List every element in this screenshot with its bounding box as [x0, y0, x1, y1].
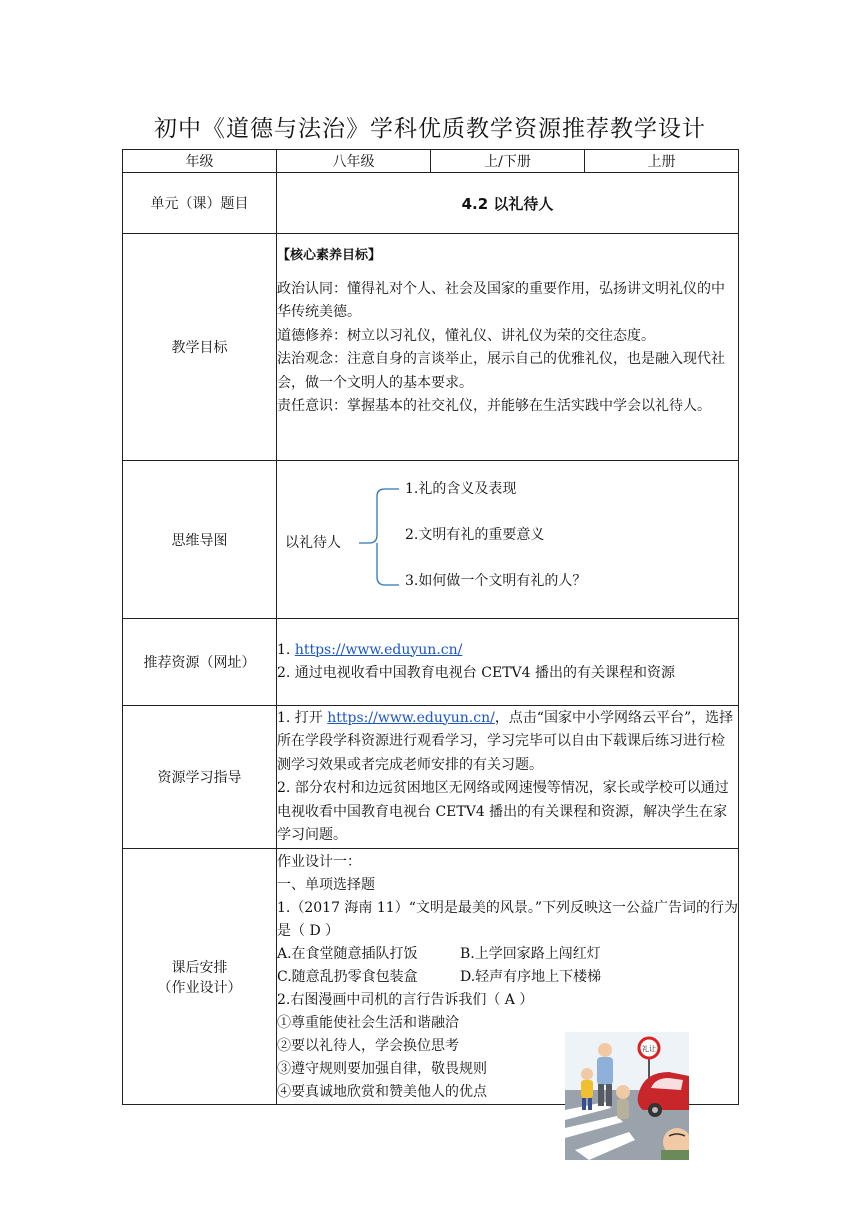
- question-2-item: ②要以礼待人，学会换位思考: [277, 1038, 459, 1054]
- mindmap: [277, 462, 738, 617]
- resource-item: 2. 通过电视收看中国教育电视台 CETV4 播出的有关课程和资源: [277, 665, 675, 681]
- goal-item: 政治认同：懂得礼对个人、社会及国家的重要作用，弘扬讲文明礼仪的中华传统美德。: [277, 280, 725, 320]
- mindmap-root: 以礼待人: [285, 535, 341, 551]
- question-1-options: [277, 966, 738, 989]
- cartoon-image: [565, 1032, 689, 1160]
- resources-label: 推荐资源（网址）: [123, 619, 277, 706]
- option-c: C.随意乱扔零食包装盒: [277, 969, 418, 985]
- volume-value: 上册: [585, 150, 739, 173]
- homework-section: 一、单项选择题: [277, 877, 375, 893]
- grade-label: 年级: [123, 150, 277, 173]
- question-2-item: ④要真诚地欣赏和赞美他人的优点: [277, 1084, 487, 1100]
- mindmap-row: [123, 461, 739, 619]
- document-title: 初中《道德与法治》学科优质教学资源推荐教学设计: [154, 116, 706, 142]
- unit-label: 单元（课）题目: [123, 173, 277, 234]
- option-d: D.轻声有序地上下楼梯: [460, 969, 602, 985]
- header-row: [123, 150, 739, 173]
- unit-row: [123, 173, 739, 234]
- question-2-item: ③遵守规则要加强自律，敬畏规则: [277, 1061, 487, 1077]
- question-1-options: [277, 943, 738, 966]
- goal-item: 责任意识：掌握基本的社交礼仪，并能够在生活实践中学会以礼待人。: [277, 398, 711, 414]
- lesson-plan-table: [122, 149, 739, 1105]
- mindmap-branch: 1.礼的含义及表现: [405, 481, 517, 497]
- homework-title: 作业设计一：: [277, 854, 361, 870]
- resources-content: [277, 619, 739, 706]
- resource-number: 1.: [277, 641, 295, 658]
- resource-link[interactable]: https://www.eduyun.cn/: [294, 641, 463, 658]
- guide-paragraph: 2. 部分农村和边远贫困地区无网络或网速慢等情况，家长或学校可以通过电视收看中国教育电视台 CETV4 播出的有关课程和资源，解决学生在家学习问题。: [277, 780, 729, 843]
- guide-link[interactable]: https://www.eduyun.cn/: [327, 709, 495, 726]
- goal-item: 法治观念：注意自身的言谈举止，展示自己的优雅礼仪，也是融入现代社会，做一个文明人的基本要求。: [277, 351, 725, 391]
- mindmap-branch: 2.文明有礼的重要意义: [405, 527, 545, 543]
- goals-row: [123, 234, 739, 461]
- option-b: B.上学回家路上闯红灯: [460, 946, 601, 962]
- unit-value: 4.2 以礼待人: [277, 173, 739, 234]
- option-a: A.在食堂随意插队打饭: [277, 946, 418, 962]
- goals-content: [277, 234, 739, 461]
- question-1: 1.（2017 海南 11）“文明是最美的风景。”下列反映这一公益广告词的行为是（ D ）: [277, 900, 739, 939]
- guide-row: [123, 706, 739, 849]
- mindmap-label: 思维导图: [123, 461, 277, 619]
- volume-label: 上/下册: [431, 150, 585, 173]
- guide-label: 资源学习指导: [123, 706, 277, 849]
- mindmap-content: [277, 461, 739, 619]
- goals-section-title: 【核心素养目标】: [277, 248, 382, 263]
- resources-row: [123, 619, 739, 706]
- question-2-item: ①尊重能使社会生活和谐融洽: [277, 1015, 459, 1031]
- homework-label: 课后安排 （作业设计）: [123, 849, 277, 1105]
- guide-content: [277, 706, 739, 849]
- svg-text:礼让: 礼让: [642, 1045, 656, 1053]
- grade-value: 八年级: [277, 150, 431, 173]
- question-2: 2.右图漫画中司机的言行告诉我们（ A ）: [277, 992, 534, 1008]
- mindmap-branch: 3.如何做一个文明有礼的人？: [405, 573, 587, 589]
- goal-item: 道德修养：树立以习礼仪，懂礼仪、讲礼仪为荣的交往态度。: [277, 327, 655, 344]
- goals-label: 教学目标: [123, 234, 277, 461]
- guide-paragraph: 1. 打开 https://www.eduyun.cn/，点击“国家中小学网络云平台”，选择所在学段学科资源进行观看学习，学习完毕可以自由下载课后练习进行检测学习效果或者完成老师安排的有关习题。: [277, 709, 734, 773]
